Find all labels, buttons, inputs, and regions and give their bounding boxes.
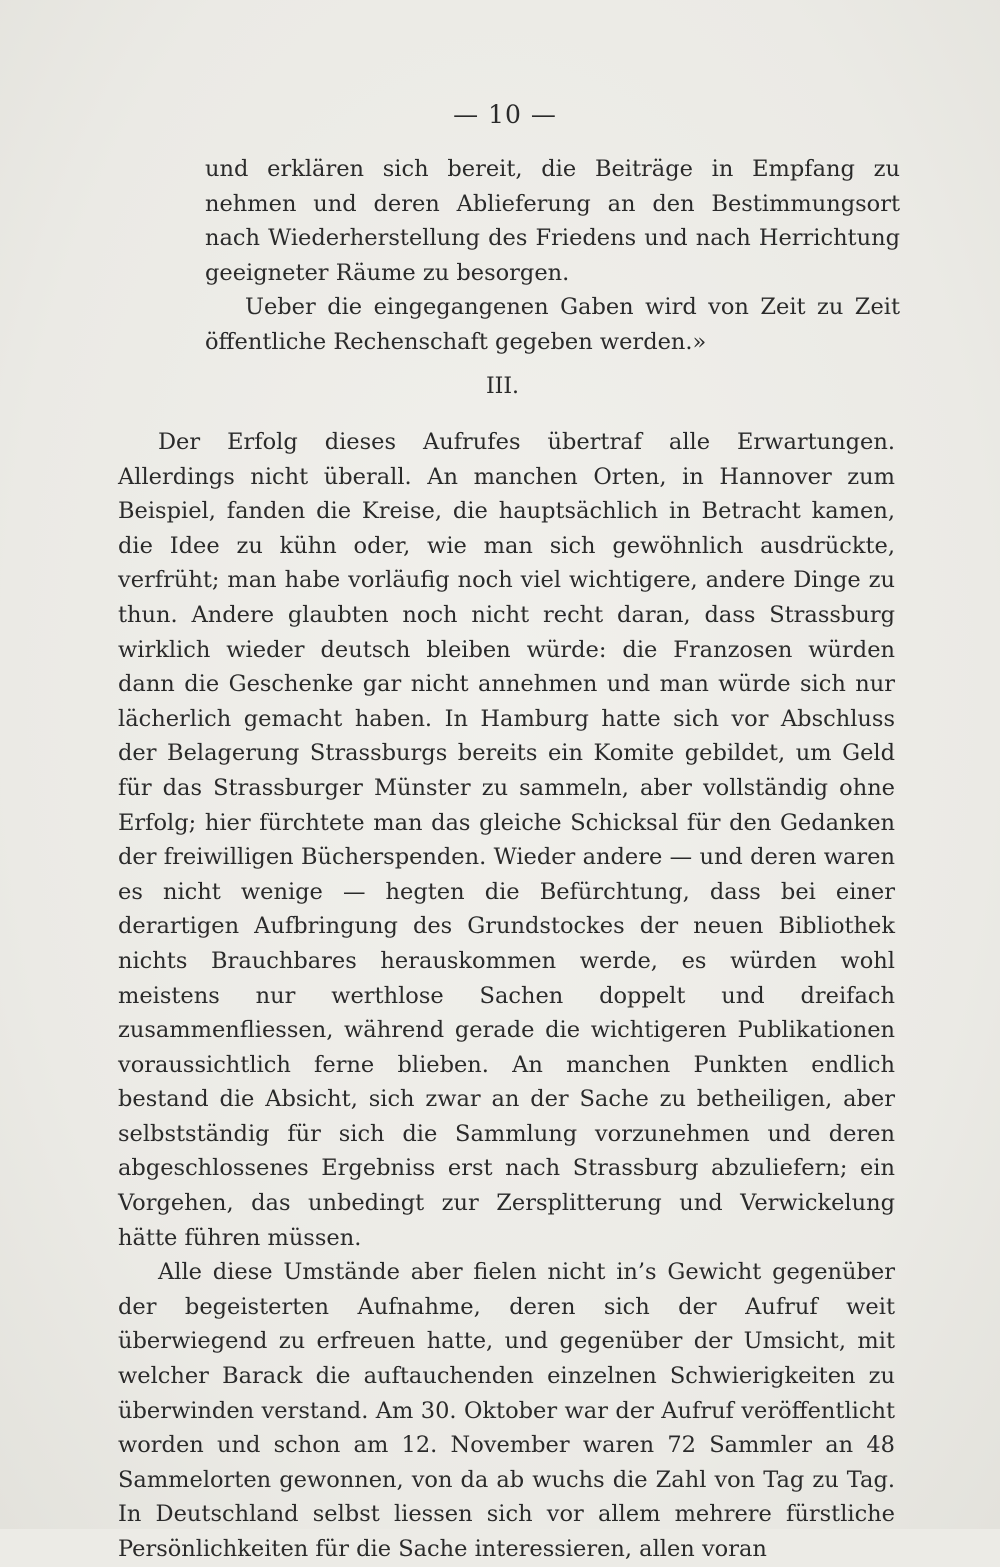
paragraph: Der Erfolg dieses Aufrufes übertraf alle Erwartungen. Allerdings nicht überall. An manchen Orten, in Hannover zum Beispiel, fanden die Kreise, die hauptsächlich in Betracht kamen, die Idee zu kühn oder, wie man sich gewöhnlich ausdrückte, verfrüht; man habe vorläufig noch viel wichtigere, andere Dinge zu thun. Andere glaubten noch nicht recht daran, dass Strassburg wirklich wieder deutsch bleiben würde: die Franzosen würden dann die Geschenke gar nicht annehmen und man würde sich nur lächerlich gemacht haben. In Hamburg hatte sich vor Abschluss der Belagerung Strassburgs bereits ein Komite gebildet, um Geld für das Strassburger Münster zu sammeln, aber vollständig ohne Erfolg; hier fürchtete man das gleiche Schicksal für den Gedanken der freiwilligen Bücherspenden. Wieder andere — und deren waren es nicht wenige — hegten die Befürchtung, dass bei einer derartigen Aufbringung des Grundstockes der neuen Bibliothek nichts Brauchbares herauskommen werde, es würden wohl meistens nur werthlose Sachen doppelt und dreifach zusammenfliessen, während gerade die wichtigeren Publikationen voraussichtlich ferne blieben. An manchen Punkten endlich bestand die Absicht, sich zwar an der Sache zu betheiligen, aber selbstständig für sich die Sammlung vorzunehmen und deren abgeschlossenes Ergebniss erst nach Strassburg abzuliefern; ein Vorgehen, das unbedingt zur Zersplitterung und Verwickelung hätte führen müssen. (118, 429, 895, 1251)
page-number: — 10 — (453, 100, 557, 129)
text-block-main (118, 425, 895, 1567)
section-heading: III. (485, 374, 520, 399)
text-block-top (205, 152, 900, 360)
paragraph: Ueber die eingegangenen Gaben wird von Zeit zu Zeit öffentliche Rechenschaft gegeben werden.» (205, 294, 900, 355)
paragraph: Alle diese Umstände aber fielen nicht in’s Gewicht gegenüber der begeisterten Aufnahme, deren sich der Aufruf weit überwiegend zu erfreuen hatte, und gegenüber der Umsicht, mit welcher Barack die auftauchenden einzelnen Schwierigkeiten zu überwinden verstand. Am 30. Oktober war der Aufruf veröffentlicht worden und schon am 12. November waren 72 Sammler an 48 Sammelorten gewonnen, von da ab wuchs die Zahl von Tag zu Tag. In Deutschland selbst liessen sich vor allem mehrere fürstliche Persönlichkeiten für die Sache interessieren, allen voran (118, 1259, 895, 1562)
paragraph: und erklären sich bereit, die Beiträge in Empfang zu nehmen und deren Ablieferung an den Bestimmungsort nach Wiederherstellung des Friedens und nach Herrichtung geeigneter Räume zu besorgen. (205, 156, 900, 286)
